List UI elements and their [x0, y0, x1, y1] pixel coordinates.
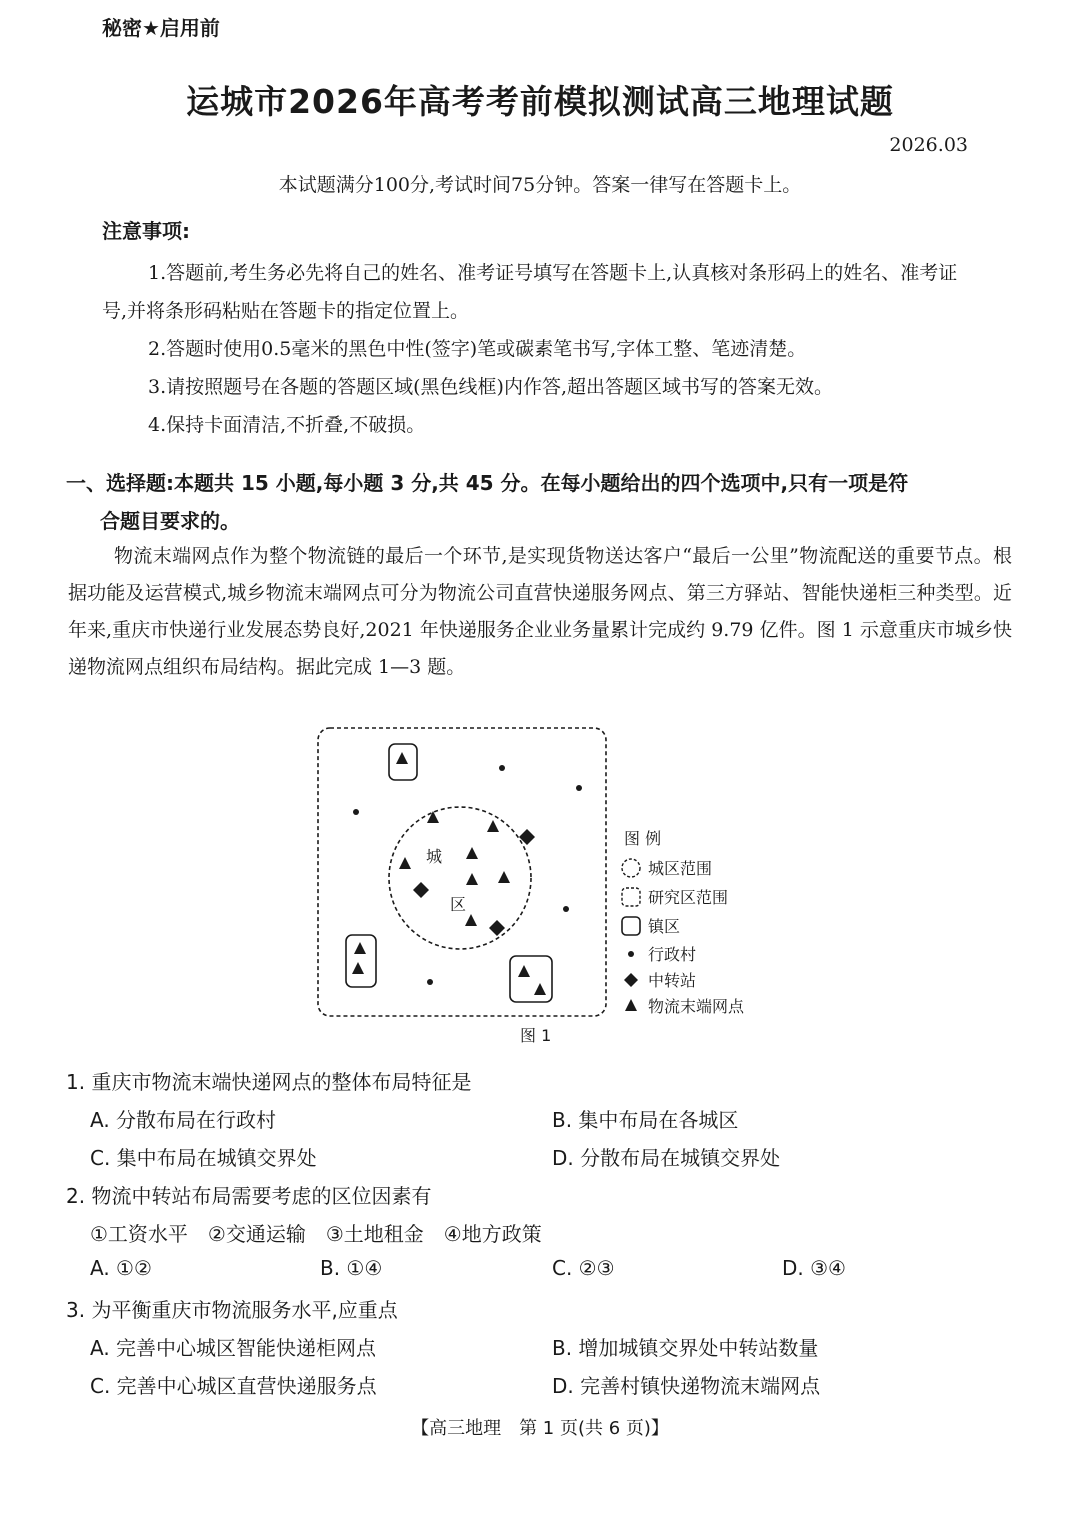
- question-3-option-d: D. 完善村镇快递物流末端网点: [552, 1374, 821, 1398]
- logistics-point-triangle: [354, 942, 366, 954]
- logistics-point-triangle: [352, 962, 364, 974]
- question-3-option-a: A. 完善中心城区智能快递柜网点: [90, 1336, 377, 1360]
- town-area: [346, 935, 376, 987]
- notice-item: 4.保持卡面清洁,不折叠,不破损。: [148, 414, 426, 436]
- logistics-point-triangle: [427, 811, 439, 823]
- question-1-option-d: D. 分散布局在城镇交界处: [552, 1146, 781, 1170]
- village-dot: [563, 906, 569, 912]
- town-area: [510, 956, 552, 1002]
- legend-transfer-symbol: [624, 973, 638, 987]
- legend-urban-symbol: [622, 859, 640, 877]
- page-footer: 【高三地理 第 1 页(共 6 页)】: [411, 1418, 669, 1439]
- logistics-point-triangle: [466, 847, 478, 859]
- logistics-point-triangle: [518, 965, 530, 977]
- notice-list: [102, 254, 982, 444]
- legend-item: 城区范围: [648, 859, 713, 878]
- legend-item: 物流末端网点: [648, 997, 745, 1016]
- question-3-option-c: C. 完善中心城区直营快递服务点: [90, 1374, 377, 1398]
- question-2-stem: 2. 物流中转站布局需要考虑的区位因素有: [66, 1184, 432, 1208]
- notice-item: 3.请按照题号在各题的答题区域(黑色线框)内作答,超出答题区域书写的答案无效。: [148, 376, 833, 398]
- question-2-option-d: D. ③④: [782, 1256, 846, 1280]
- logistics-point-triangle: [498, 871, 510, 883]
- exam-title: 运城市2026年高考考前模拟测试高三地理试题: [186, 82, 894, 121]
- question-2-option-b: B. ①④: [320, 1256, 383, 1280]
- village-dot: [499, 765, 505, 771]
- question-1-option-b: B. 集中布局在各城区: [552, 1108, 739, 1132]
- question-3-option-b: B. 增加城镇交界处中转站数量: [552, 1336, 819, 1360]
- logistics-point-triangle: [534, 983, 546, 995]
- legend-item: 行政村: [648, 945, 697, 964]
- legend-town-symbol: [622, 917, 640, 935]
- question-1-stem: 1. 重庆市物流末端快递网点的整体布局特征是: [66, 1070, 472, 1094]
- legend-item: 镇区: [648, 917, 681, 936]
- logistics-point-triangle: [396, 752, 408, 764]
- figure-1-diagram: [300, 720, 780, 1020]
- passage-text: 物流末端网点作为整个物流链的最后一个环节,是实现货物送达客户“最后一公里”物流配送的重要节点。根据功能及运营模式,城乡物流末端网点可分为物流公司直营快递服务网点、第三方驿站、智能快递柜三种类型。近年来,重庆市快递行业发展态势良好,2021 年快递服务企业业务量累计完成约 9.79 亿件。图 1 示意重庆市城乡快递物流网点组织布局结构。据此完成 1—3 题。: [68, 545, 1012, 678]
- logistics-point-triangle: [466, 873, 478, 885]
- notice-item: 2.答题时使用0.5毫米的黑色中性(签字)笔或碳素笔书写,字体工整、笔迹清楚。: [148, 338, 807, 360]
- section-line-2: 合题目要求的。: [100, 509, 240, 533]
- urban-label-char-1: 城: [426, 847, 443, 866]
- legend-item: 中转站: [648, 971, 697, 990]
- logistics-point-triangle: [487, 820, 499, 832]
- section-line-1: 一、选择题:本题共 15 小题,每小题 3 分,共 45 分。在每小题给出的四个选项中,只有一项是符: [66, 471, 909, 495]
- logistics-point-triangle: [465, 914, 477, 926]
- transfer-station-diamond: [489, 920, 505, 936]
- transfer-station-diamond: [413, 882, 429, 898]
- legend-title: 图 例: [624, 829, 662, 848]
- question-3-stem: 3. 为平衡重庆市物流服务水平,应重点: [66, 1298, 398, 1322]
- urban-area-boundary: [389, 807, 531, 949]
- exam-intro: 本试题满分100分,考试时间75分钟。答案一律写在答题卡上。: [278, 174, 802, 196]
- reading-passage: [68, 538, 1012, 686]
- question-2-option-c: C. ②③: [552, 1256, 615, 1280]
- question-1-option-c: C. 集中布局在城镇交界处: [90, 1146, 317, 1170]
- question-2-option-a: A. ①②: [90, 1256, 152, 1280]
- figure-caption: 图 1: [520, 1026, 552, 1045]
- legend-item: 研究区范围: [648, 888, 729, 907]
- village-dot: [427, 979, 433, 985]
- urban-label-char-2: 区: [450, 895, 467, 914]
- notice-heading: 注意事项:: [102, 219, 190, 243]
- section-heading: [66, 464, 1014, 540]
- question-2-factors: ①工资水平 ②交通运输 ③土地租金 ④地方政策: [90, 1222, 542, 1246]
- exam-date: 2026.03: [889, 134, 968, 156]
- legend-village-symbol: [628, 951, 634, 957]
- village-dot: [576, 785, 582, 791]
- notice-item: 1.答题前,考生务必先将自己的姓名、准考证号填写在答题卡上,认真核对条形码上的姓名、准考证号,并将条形码粘贴在答题卡的指定位置上。: [102, 262, 958, 322]
- question-1-option-a: A. 分散布局在行政村: [90, 1108, 277, 1132]
- logistics-point-triangle: [399, 857, 411, 869]
- village-dot: [353, 809, 359, 815]
- confidential-label: 秘密★启用前: [102, 16, 220, 40]
- legend-logistics-symbol: [625, 999, 637, 1011]
- legend-research-symbol: [622, 888, 640, 906]
